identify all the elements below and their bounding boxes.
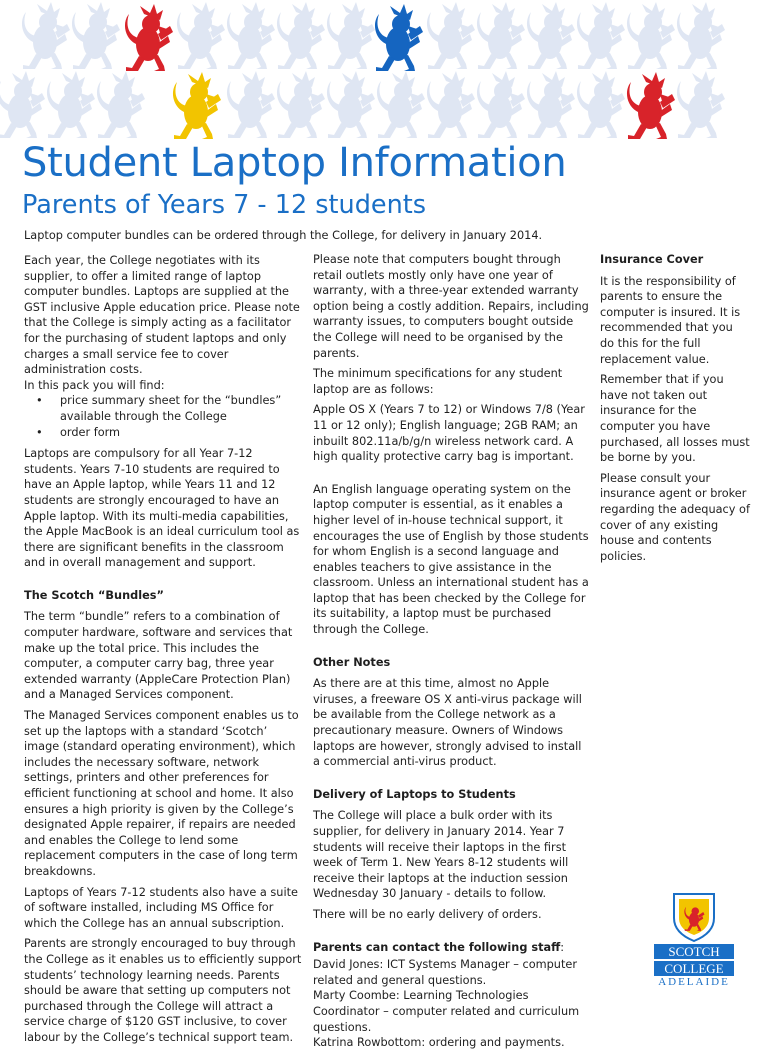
logo-adelaide: ADELAIDE: [658, 976, 730, 988]
col2-paragraph-1: Please note that computers bought through retail outlets mostly only have one year of warranty, with a three-year extended warranty option being a costly addition. Repairs, including warranty issues, to computers bought outside the College will need to be organised by the parents.: [313, 253, 589, 360]
pack-intro: In this pack you will find:: [24, 378, 165, 392]
col1-paragraph-2: Laptops are compulsory for all Year 7-12 students. Years 7-10 students are required to have an Apple laptop, while Years 11 and 12 students are strongly encouraged to have an Apple laptop. With its multi-media capabilities, the Apple MacBook is an ideal curriculum tool as there are significant benefits in the classroom and in overall management and support.: [24, 447, 300, 570]
delivery-heading: Delivery of Laptops to Students: [313, 787, 516, 801]
col3-paragraph-3: Please consult your insurance agent or broker regarding the adequacy of cover of any existing house and contents policies.: [600, 471, 750, 563]
contact-3: Katrina Rowbottom: ordering and payments.: [313, 1036, 565, 1050]
contact-2: Marty Coombe: Learning Technologies Coordinator – computer related and curriculum questions.: [313, 989, 580, 1034]
col1-paragraph-5: Laptops of Years 7-12 students also have a suite of software installed, including MS Office for which the College has an annual subscription.: [24, 885, 298, 930]
list-item: • price summary sheet for the “bundles” available through the College: [36, 394, 282, 423]
col3-paragraph-2: Remember that if you have not taken out insurance for the computer you have purchased, all losses must be borne by you.: [600, 373, 750, 465]
college-logo: [654, 892, 734, 992]
lion-red-2-icon: [627, 72, 675, 139]
contact-heading: Parents can contact the following staff:: [313, 940, 565, 954]
lion-blue-icon: [375, 4, 423, 71]
col2-paragraph-2: The minimum specifications for any student laptop are as follows:: [313, 367, 563, 396]
logo-college: COLLEGE: [654, 961, 734, 976]
column-middle: [313, 252, 591, 1051]
col2-paragraph-4: An English language operating system on the laptop computer is essential, as it enables a higher level of in-house technical support, it encourages the use of English by those students for whom English is a second language and enables teachers to give assistance in the classroom. Unless an international student has a laptop that has been checked by the College for its suitability, a laptop must be purchased through the College.: [313, 482, 589, 637]
col1-paragraph-6: Parents are strongly encouraged to buy through the College as it enables us to efficiently support students’ technology learning needs. Parents should be aware that setting up computers not purchased through the College will attract a service charge of $120 GST inclusive, to cover labour by the College’s technical support team.: [24, 937, 302, 1044]
list-item: • order form: [36, 425, 121, 439]
pack-list: [24, 393, 304, 440]
col1-paragraph-3: The term “bundle” refers to a combination of computer hardware, software and services that make up the total price. This includes the computer, a computer carry bag, three year extended warranty (AppleCare Protection Plan) and a Managed Services component.: [24, 610, 293, 702]
col1-paragraph-4: The Managed Services component enables us to set up the laptops with a standard ‘Scotch’ image (standard operating environment), which includes the necessary software, network settings, printers and other preferences for efficient functioning at school and home. It also ensures a high priority is given by the College’s designated Apple repairer, if repairs are needed and enables the College to lend some replacement computers in the case of long term breakdowns.: [24, 709, 299, 878]
intro-text: Laptop computer bundles can be ordered through the College, for delivery in January 2014.: [24, 229, 543, 242]
column-left: [24, 253, 304, 1051]
insurance-heading: Insurance Cover: [600, 253, 704, 266]
col3-paragraph-1: It is the responsibility of parents to ensure the computer is insured. It is recommended that you do this for the full replacement value.: [600, 274, 741, 366]
bundles-heading: The Scotch “Bundles”: [24, 588, 164, 602]
bullet-icon: •: [36, 394, 43, 408]
college-crest-icon: [672, 892, 716, 942]
col1-paragraph-1: Each year, the College negotiates with its supplier, to offer a limited range of laptop computer bundles. Laptops are supplied at the GST inclusive Apple education price. Please note that the College is simply acting as a facilitator for the purchasing of student laptops and only charges a small service fee to cover administration costs.: [24, 254, 300, 377]
lion-yellow-icon: [173, 72, 221, 139]
column-right: [600, 252, 750, 569]
lion-red-1-icon: [125, 4, 173, 71]
bullet-icon: •: [36, 425, 43, 439]
other-notes-heading: Other Notes: [313, 655, 391, 669]
col2-paragraph-6: The College will place a bulk order with its supplier, for delivery in January 2014. Year 7 students will receive their laptops in the first week of Term 1. New Years 8-12 students will receive their laptops at the induction session Wednesday 30 January - details to follow.: [313, 809, 569, 901]
lion-banner: [0, 0, 770, 148]
page-title: Student Laptop Information: [22, 140, 567, 186]
col2-paragraph-3: Apple OS X (Years 7 to 12) or Windows 7/8 (Year 11 or 12 only); English language; 2GB RAM; an inbuilt 802.11a/b/g/n wireless network card. A high quality protective carry bag is important.: [313, 403, 585, 464]
contact-1: David Jones: ICT Systems Manager – computer related and general questions.: [313, 958, 577, 987]
logo-scotch: SCOTCH: [654, 944, 734, 959]
page-subtitle: Parents of Years 7 - 12 students: [22, 190, 427, 220]
col2-paragraph-5: As there are at this time, almost no Apple viruses, a freeware OS X anti-virus package will be available from the College network as a precautionary measure. Owners of Windows laptops are however, strongly advised to install a commercial anti-virus product.: [313, 677, 582, 769]
col2-paragraph-7: There will be no early delivery of orders.: [313, 907, 542, 921]
